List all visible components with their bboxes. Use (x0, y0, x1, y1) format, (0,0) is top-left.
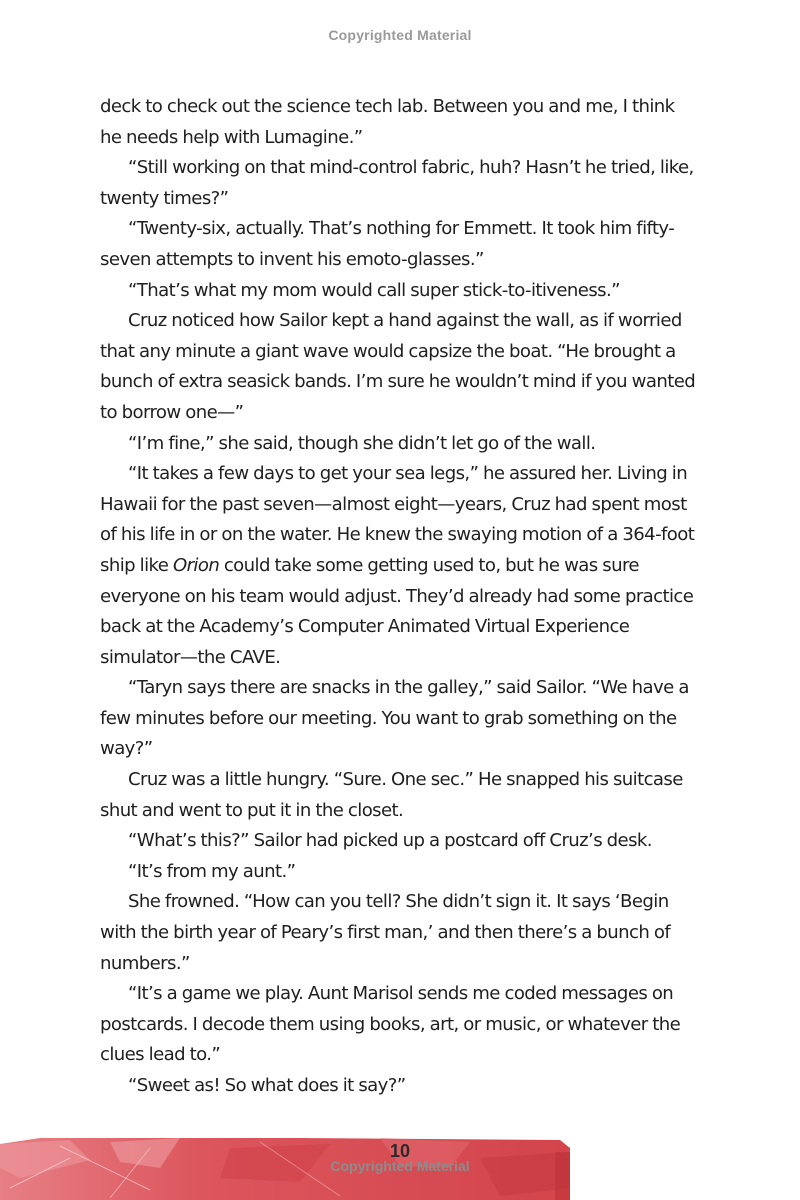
paragraph (100, 429, 700, 460)
text-segment: “Twenty-six, actually. That’s nothing for Emmett. It took him fifty-seven attempts to invent his emoto-glasses.” (100, 218, 675, 270)
text-segment: “It’s from my aunt.” (128, 860, 296, 882)
paragraph (100, 459, 700, 673)
text-segment: “Taryn says there are snacks in the galley,” said Sailor. “We have a few minutes before our meeting. You want to grab something on the way?” (100, 677, 689, 760)
paragraph (100, 826, 700, 857)
paragraph (100, 765, 700, 826)
text-segment: “Still working on that mind-control fabric, huh? Hasn’t he tried, like, twenty times?” (100, 157, 694, 209)
text-segment: She frowned. “How can you tell? She didn’t sign it. It says ‘Begin with the birth year of Peary’s first man,’ and then there’s a bunch of numbers.” (100, 891, 671, 974)
text-segment: “It takes a few days to get your sea legs,” he assured her. Living in Hawaii for the past seven—almost eight—years, Cruz had spent most of his life in or on the water. He knew the swaying motion of a 364-foot ship like (100, 463, 695, 576)
paragraph (100, 153, 700, 214)
paragraph (100, 887, 700, 979)
text-segment: Cruz was a little hungry. “Sure. One sec.” He snapped his suitcase shut and went to put it in the closet. (100, 769, 683, 821)
italic-text: Orion (172, 554, 220, 576)
paragraph (100, 857, 700, 888)
paragraph (100, 1071, 700, 1102)
paragraph (100, 979, 700, 1071)
copyright-watermark-bottom: Copyrighted Material (330, 1158, 470, 1174)
text-segment: “That’s what my mom would call super stick-to-itiveness.” (128, 279, 620, 301)
text-segment: deck to check out the science tech lab. Between you and me, I think he needs help with Lumagine.” (100, 96, 675, 148)
text-segment: Cruz noticed how Sailor kept a hand against the wall, as if worried that any minute a giant wave would capsize the boat. “He brought a bunch of extra seasick bands. I’m sure he wouldn’t mind if you wanted to borrow one—” (100, 310, 696, 423)
paragraph (100, 214, 700, 275)
copyright-watermark-top: Copyrighted Material (328, 27, 472, 43)
paragraph (100, 276, 700, 307)
page-number: 10 (389, 1141, 411, 1161)
text-segment: “I’m fine,” she said, though she didn’t let go of the wall. (128, 432, 596, 454)
text-segment: could take some getting used to, but he was sure everyone on his team would adjust. They’d already had some practice back at the Academy’s Computer Animated Virtual Experience simulator—the CAVE. (100, 554, 694, 668)
text-segment: “It’s a game we play. Aunt Marisol sends me coded messages on postcards. I decode them using books, art, or music, or whatever the clues lead to.” (100, 983, 681, 1066)
body-text (100, 92, 700, 1102)
text-segment: “Sweet as! So what does it say?” (128, 1075, 406, 1096)
paragraph (100, 306, 700, 428)
text-segment: “What’s this?” Sailor had picked up a postcard off Cruz’s desk. (128, 830, 652, 852)
paragraph (100, 92, 700, 153)
paragraph (100, 673, 700, 765)
